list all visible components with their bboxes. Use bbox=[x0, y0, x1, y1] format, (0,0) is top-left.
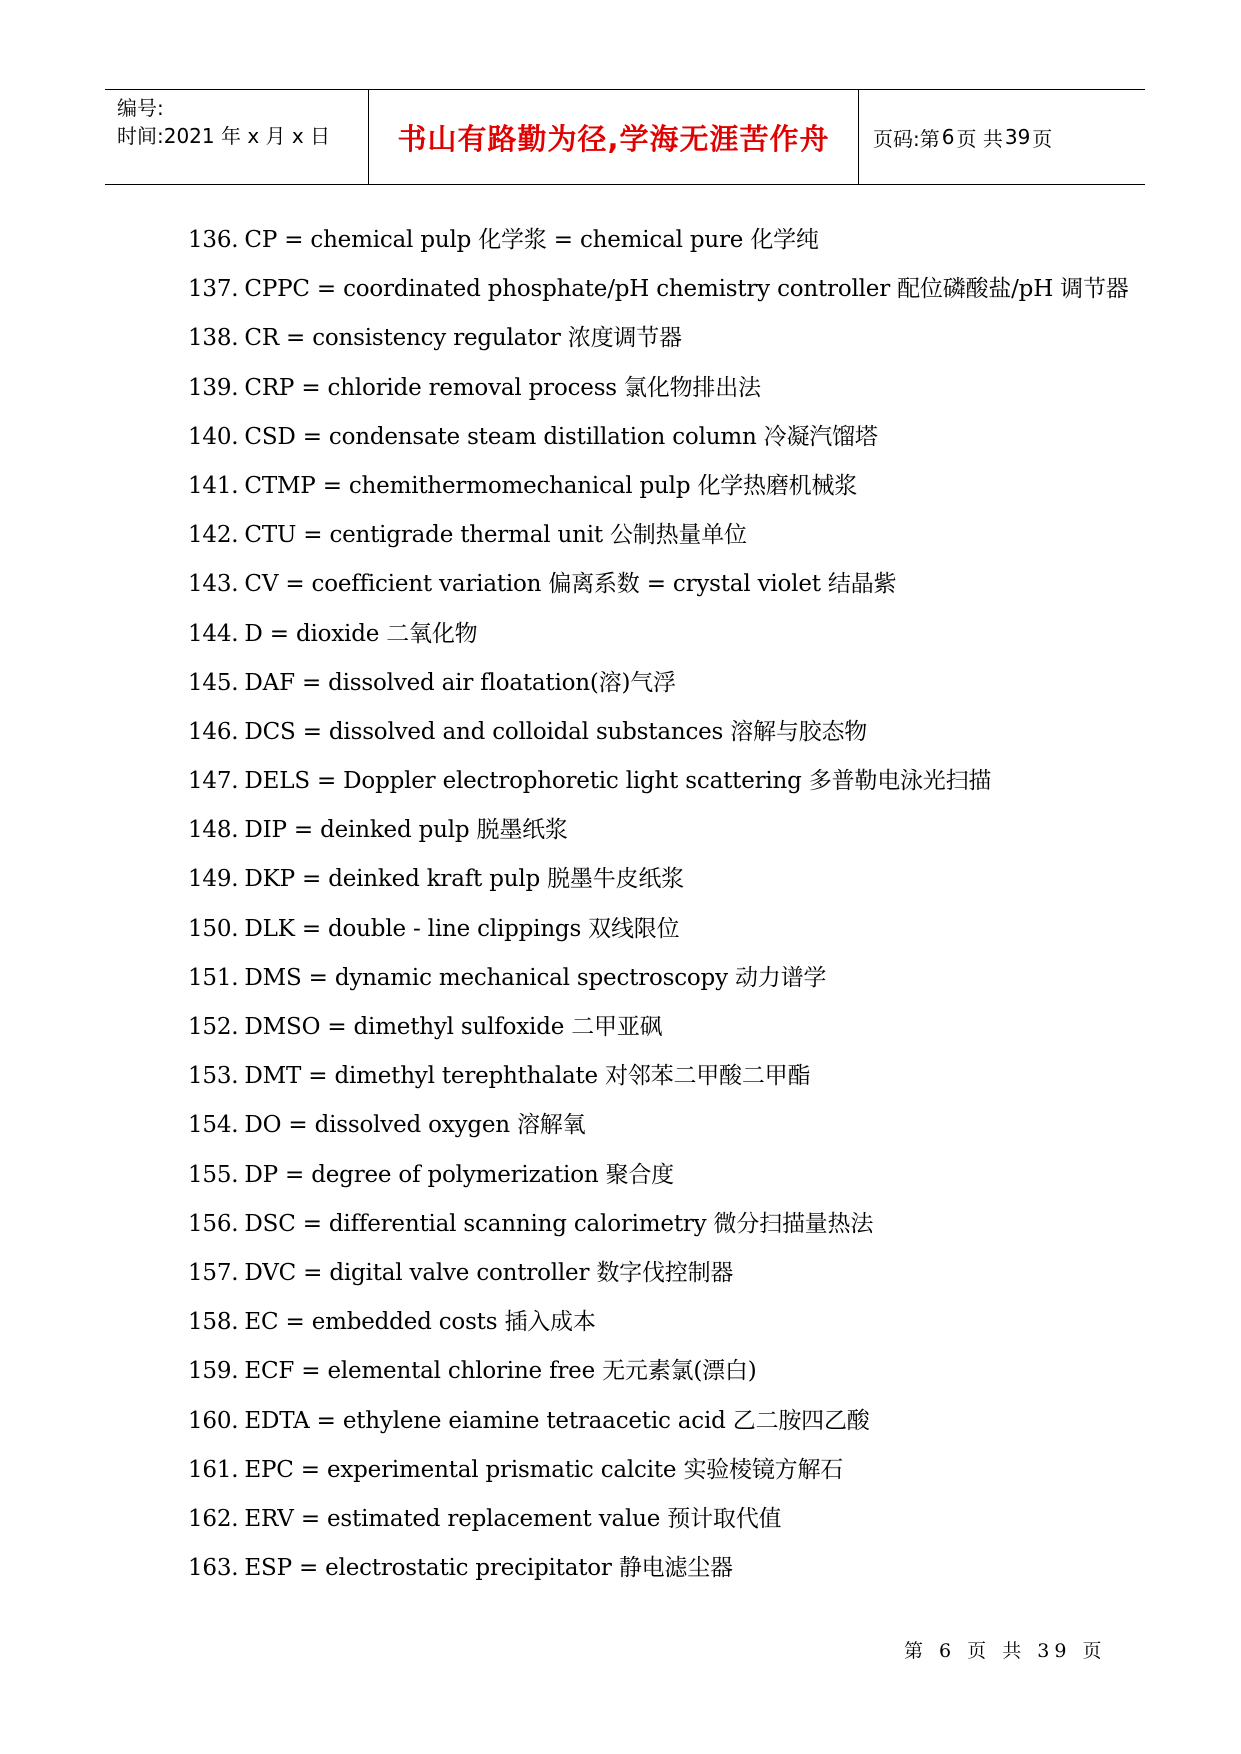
glossary-entry bbox=[188, 1052, 1088, 1101]
entry-number: 142. bbox=[188, 522, 239, 549]
glossary-entry bbox=[188, 511, 1088, 560]
glossary-entry bbox=[188, 560, 1088, 609]
glossary-list bbox=[188, 216, 1129, 1593]
entry-number: 159. bbox=[188, 1358, 239, 1385]
entry-text: DSC = differential scanning calorimetry 微分扫描量热法 bbox=[244, 1210, 874, 1237]
entry-text: EPC = experimental prismatic calcite 实验棱镜方解石 bbox=[244, 1456, 844, 1483]
entry-number: 140. bbox=[188, 423, 239, 450]
entry-text: ECF = elemental chlorine free 无元素氯(漂白) bbox=[244, 1358, 757, 1385]
entry-number: 145. bbox=[188, 669, 239, 696]
entry-text: DMT = dimethyl terephthalate 对邻苯二甲酸二甲酯 bbox=[244, 1063, 811, 1090]
glossary-entry bbox=[188, 265, 1129, 314]
glossary-entry bbox=[188, 806, 1088, 855]
entry-number: 163. bbox=[188, 1555, 239, 1582]
glossary-entry bbox=[188, 708, 1088, 757]
glossary-entry bbox=[188, 1397, 1088, 1446]
glossary-entry bbox=[188, 1200, 1088, 1249]
entry-number: 147. bbox=[188, 768, 239, 795]
glossary-entry bbox=[188, 610, 1088, 659]
entry-text: DKP = deinked kraft pulp 脱墨牛皮纸浆 bbox=[244, 866, 684, 893]
page-footer: 第 6 页 共 39 页 bbox=[904, 1640, 1107, 1662]
header-page-code bbox=[859, 90, 1145, 184]
glossary-entry bbox=[188, 364, 1088, 413]
entry-number: 161. bbox=[188, 1456, 239, 1483]
entry-number: 141. bbox=[188, 472, 239, 499]
glossary-entry bbox=[188, 757, 1088, 806]
glossary-entry bbox=[188, 905, 1088, 954]
entry-number: 143. bbox=[188, 571, 239, 598]
glossary-entry bbox=[188, 1446, 1088, 1495]
header-motto: 书山有路勤为径,学海无涯苦作舟 bbox=[369, 90, 859, 184]
glossary-entry bbox=[188, 1544, 1088, 1593]
entry-text: CR = consistency regulator 浓度调节器 bbox=[244, 325, 682, 352]
entry-number: 156. bbox=[188, 1210, 239, 1237]
entry-number: 152. bbox=[188, 1014, 239, 1040]
entry-text: DO = dissolved oxygen 溶解氧 bbox=[244, 1112, 586, 1139]
entry-text: DCS = dissolved and colloidal substances 溶解与胶态物 bbox=[244, 718, 868, 745]
entry-number: 148. bbox=[188, 817, 239, 844]
entry-text: DMS = dynamic mechanical spectroscopy 动力谱学 bbox=[244, 964, 827, 991]
entry-text: DVC = digital valve controller 数字伐控制器 bbox=[244, 1259, 734, 1286]
entry-number: 154. bbox=[188, 1112, 239, 1139]
entry-text: EC = embedded costs 插入成本 bbox=[244, 1309, 596, 1336]
entry-number: 144. bbox=[188, 620, 239, 647]
entry-text: ERV = estimated replacement value 预计取代值 bbox=[244, 1505, 782, 1532]
page-header bbox=[105, 89, 1145, 185]
page-code-prefix: 页码:第 bbox=[873, 126, 940, 151]
entry-number: 157. bbox=[188, 1259, 239, 1286]
entry-number: 151. bbox=[188, 964, 239, 991]
glossary-entry bbox=[188, 1249, 1088, 1298]
page-code-suffix: 页 bbox=[1032, 126, 1053, 151]
glossary-entry bbox=[188, 1298, 1088, 1347]
entry-text: DP = degree of polymerization 聚合度 bbox=[244, 1161, 674, 1188]
glossary-entry bbox=[188, 659, 1088, 708]
entry-text: DLK = double - line clippings 双线限位 bbox=[244, 915, 680, 942]
entry-text: CTMP = chemithermomechanical pulp 化学热磨机械浆 bbox=[244, 472, 858, 499]
glossary-entry bbox=[188, 1003, 1088, 1052]
entry-text: DMSO = dimethyl sulfoxide 二甲亚砜 bbox=[244, 1014, 663, 1040]
glossary-entry bbox=[188, 413, 1088, 462]
entry-text: ESP = electrostatic precipitator 静电滤尘器 bbox=[244, 1555, 733, 1582]
entry-text: DAF = dissolved air floatation(溶)气浮 bbox=[244, 669, 676, 696]
glossary-entry bbox=[188, 216, 1088, 265]
page-code-mid: 页 共 bbox=[956, 126, 1003, 151]
entry-text: CP = chemical pulp 化学浆 = chemical pure 化学纯 bbox=[244, 227, 819, 253]
entry-text: DIP = deinked pulp 脱墨纸浆 bbox=[244, 817, 568, 844]
glossary-entry bbox=[188, 855, 1088, 904]
entry-number: 139. bbox=[188, 374, 239, 401]
glossary-entry bbox=[188, 1151, 1088, 1200]
entry-number: 162. bbox=[188, 1505, 239, 1532]
entry-text: CV = coefficient variation 偏离系数 = crystal violet 结晶紫 bbox=[244, 571, 897, 598]
glossary-entry bbox=[188, 954, 1088, 1003]
entry-text: D = dioxide 二氧化物 bbox=[244, 620, 478, 647]
entry-number: 160. bbox=[188, 1407, 239, 1434]
entry-number: 136. bbox=[188, 227, 239, 253]
entry-number: 150. bbox=[188, 915, 239, 942]
entry-text: EDTA = ethylene eiamine tetraacetic acid 乙二胺四乙酸 bbox=[244, 1407, 870, 1434]
glossary-entry bbox=[188, 462, 1088, 511]
entry-number: 158. bbox=[188, 1309, 239, 1336]
entry-text: CRP = chloride removal process 氯化物排出法 bbox=[244, 374, 761, 401]
entry-text: DELS = Doppler electrophoretic light scattering 多普勒电泳光扫描 bbox=[244, 768, 992, 795]
entry-text: CTU = centigrade thermal unit 公制热量单位 bbox=[244, 522, 747, 549]
glossary-entry bbox=[188, 1347, 1088, 1396]
time-label: 时间:2021 年 x 月 x 日 bbox=[117, 124, 331, 148]
entry-text: CPPC = coordinated phosphate/pH chemistry controller 配位磷酸盐/pH 调节器 bbox=[244, 276, 1129, 303]
entry-number: 155. bbox=[188, 1161, 239, 1188]
entry-number: 146. bbox=[188, 718, 239, 745]
glossary-entry bbox=[188, 1101, 1088, 1150]
entry-number: 137. bbox=[188, 276, 239, 303]
page-total: 39 bbox=[1004, 125, 1031, 149]
number-label: 编号: bbox=[117, 96, 164, 120]
page-current: 6 bbox=[941, 125, 955, 149]
entry-number: 149. bbox=[188, 866, 239, 893]
glossary-entry bbox=[188, 1495, 1088, 1544]
entry-text: CSD = condensate steam distillation column 冷凝汽馏塔 bbox=[244, 423, 878, 450]
entry-number: 153. bbox=[188, 1063, 239, 1090]
glossary-entry bbox=[188, 314, 1088, 363]
entry-number: 138. bbox=[188, 325, 239, 352]
header-meta bbox=[105, 90, 369, 184]
